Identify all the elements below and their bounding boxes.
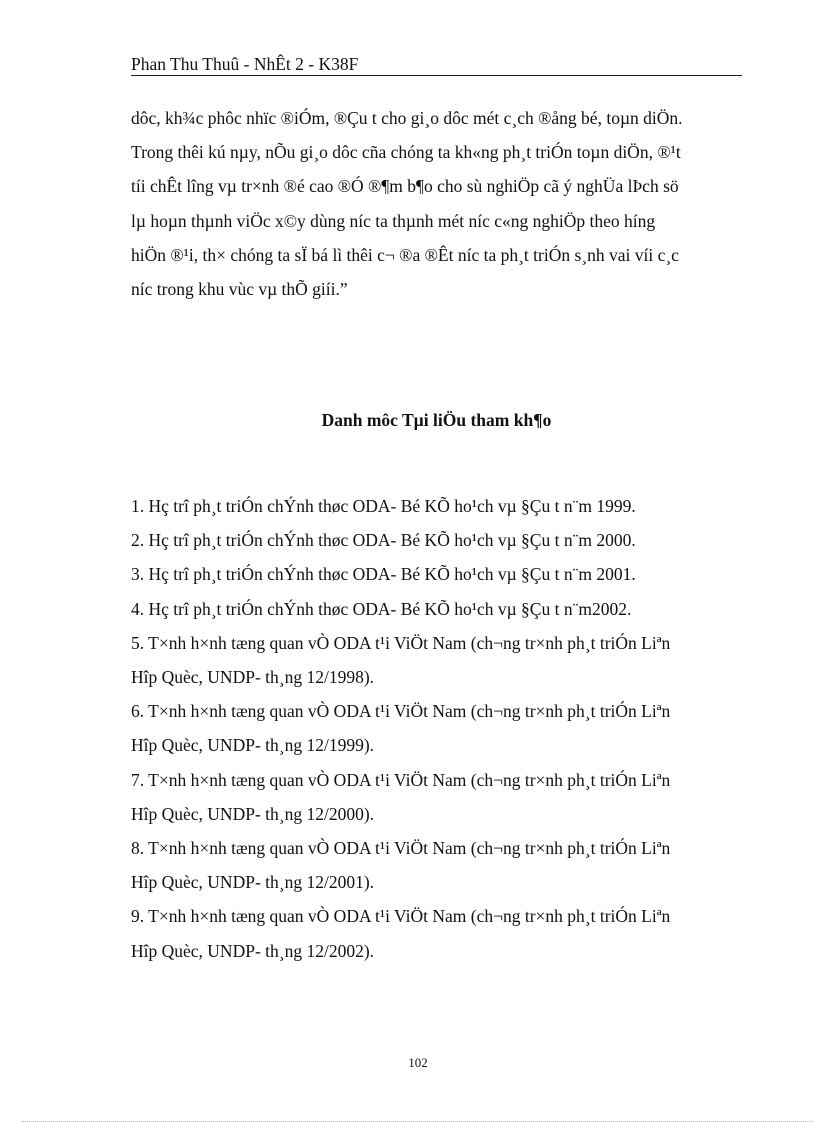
reference-item-continuation: Hîp Quèc, UNDP- th¸ng 12/1999). [131, 735, 375, 756]
paragraph-line: níc trong khu vùc vµ thÕ giíi.” [131, 279, 348, 300]
reference-item: 6. T×nh h×nh tæng quan vÒ ODA t¹i ViÖt Nam (ch¬ng tr×nh ph¸t triÓn Liªn [131, 701, 671, 722]
reference-item: 9. T×nh h×nh tæng quan vÒ ODA t¹i ViÖt Nam (ch¬ng tr×nh ph¸t triÓn Liªn [131, 906, 671, 927]
reference-item-continuation: Hîp Quèc, UNDP- th¸ng 12/2001). [131, 872, 375, 893]
reference-item: 5. T×nh h×nh tæng quan vÒ ODA t¹i ViÖt Nam (ch¬ng tr×nh ph¸t triÓn Liªn [131, 632, 671, 653]
reference-item: 2. Hç trî ph¸t triÓn chÝnh thøc ODA- Bé KÕ ho¹ch vµ §Çu t n¨m 2000. [131, 530, 636, 551]
references-list [131, 489, 742, 968]
paragraph-line: Trong thêi kú nµy, nÕu gi¸o dôc cña chóng ta kh«ng ph¸t triÓn toµn diÖn, ®¹t [131, 142, 681, 163]
paragraph-line: hiÖn ®¹i, th× chóng ta sÏ bá lì thêi c¬ ®a ®Êt níc ta ph¸t triÓn s¸nh vai víi c¸c [131, 244, 679, 265]
reference-item: 3. Hç trî ph¸t triÓn chÝnh thøc ODA- Bé KÕ ho¹ch vµ §Çu t n¨m 2001. [131, 564, 636, 585]
paragraph-line: tíi chÊt lîng vµ tr×nh ®é cao ®Ó ®¶m b¶o cho sù nghiÖp cã ý nghÜa lÞch sö [131, 176, 679, 197]
running-header: Phan Thu Thuû - NhÊt 2 - K38F [131, 54, 359, 74]
reference-item-continuation: Hîp Quèc, UNDP- th¸ng 12/2002). [131, 940, 375, 961]
reference-item-continuation: Hîp Quèc, UNDP- th¸ng 12/2000). [131, 803, 375, 824]
reference-item: 8. T×nh h×nh tæng quan vÒ ODA t¹i ViÖt Nam (ch¬ng tr×nh ph¸t triÓn Liªn [131, 838, 671, 859]
paragraph-line: dôc, kh¾c phôc nhïc ®iÓm, ®Çu t cho gi¸o dôc mét c¸ch ®ång bé, toµn diÖn. [131, 108, 683, 128]
header-rule [131, 75, 742, 76]
page-number: 102 [408, 1055, 428, 1070]
closing-paragraph [131, 101, 742, 306]
reference-item: 7. T×nh h×nh tæng quan vÒ ODA t¹i ViÖt Nam (ch¬ng tr×nh ph¸t triÓn Liªn [131, 769, 671, 790]
references-title: Danh môc Tµi liÖu tham kh¶o [321, 410, 552, 430]
reference-item: 4. Hç trî ph¸t triÓn chÝnh thøc ODA- Bé KÕ ho¹ch vµ §Çu t n¨m2002. [131, 598, 632, 619]
reference-item-continuation: Hîp Quèc, UNDP- th¸ng 12/1998). [131, 667, 375, 688]
paragraph-line: lµ hoµn thµnh viÖc x©y dùng níc ta thµnh mét níc c«ng nghiÖp theo híng [131, 210, 656, 231]
page-edge-divider [22, 1121, 812, 1122]
reference-item: 1. Hç trî ph¸t triÓn chÝnh thøc ODA- Bé KÕ ho¹ch vµ §Çu t n¨m 1999. [131, 496, 636, 516]
